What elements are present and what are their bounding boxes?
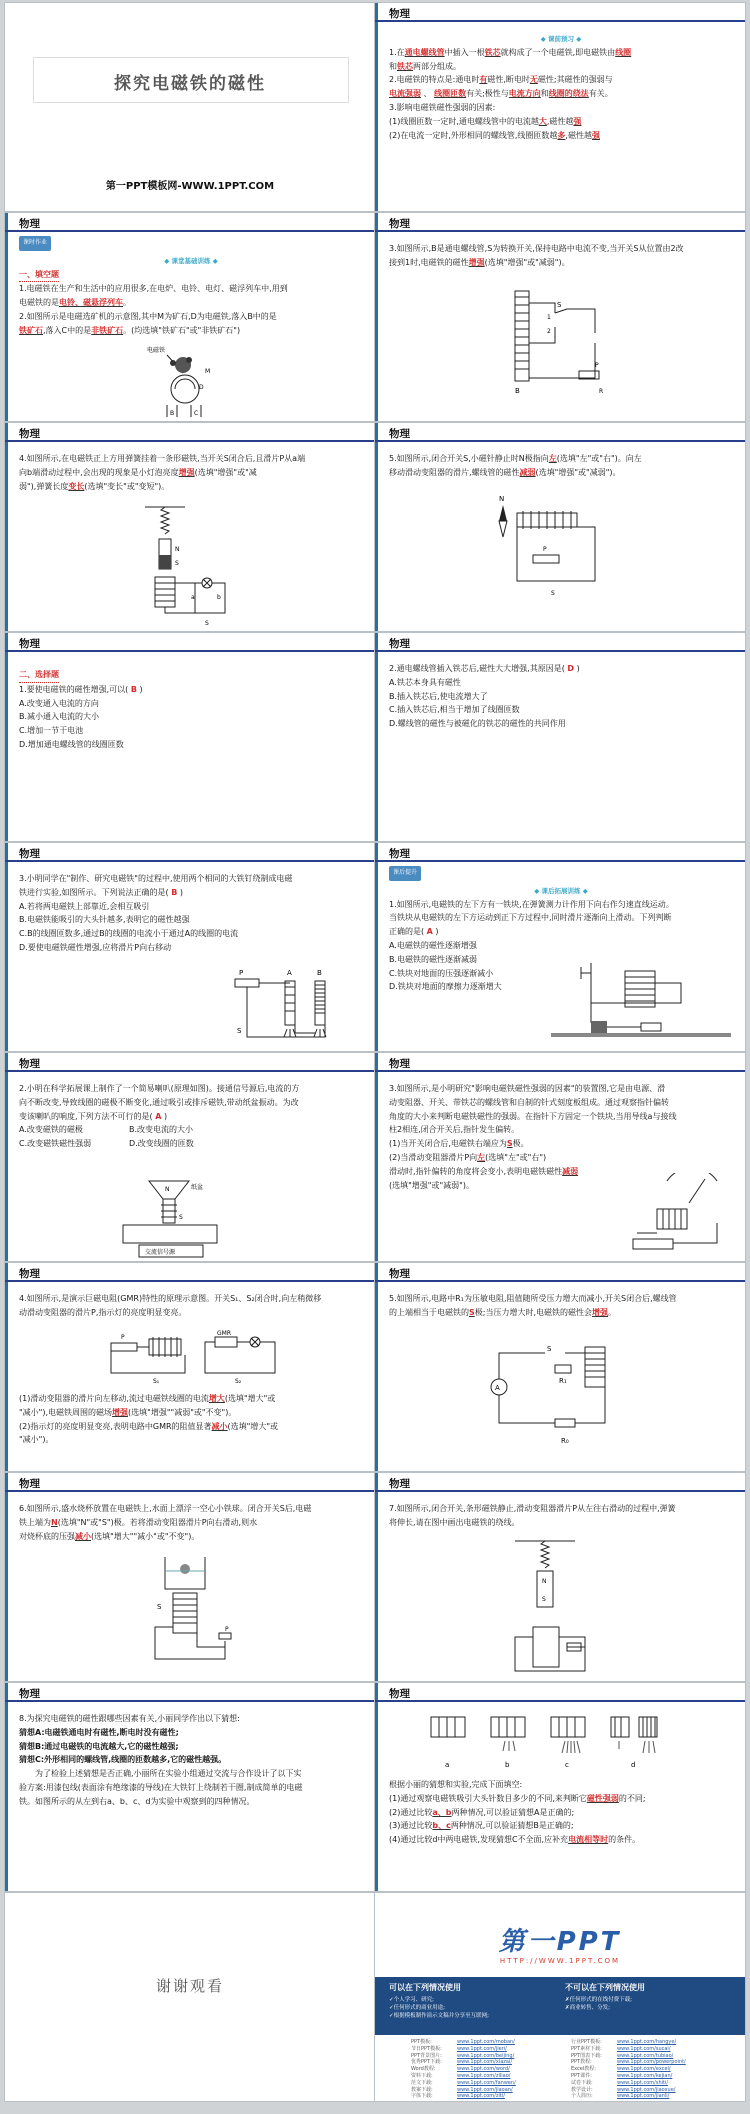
text-line: "减小")。: [19, 1435, 54, 1445]
text-line: 的上端相当于电磁铁的S极;当压力增大时,电磁铁的磁性会增强。: [389, 1307, 617, 1317]
question-line: 正确的是( A ): [389, 927, 439, 937]
option: A.改变通入电流的方向: [19, 698, 99, 708]
text-line: (1)当开关闭合后,电磁铁右端应为S极。: [389, 1139, 529, 1149]
option: D.要使电磁铁磁性增强,应将滑片P向右移动: [19, 942, 172, 952]
slide-17: [4, 1682, 376, 1892]
svg-text:a: a: [445, 1761, 450, 1769]
link-row: 教案下载: www.1ppt.com/jiaoan/: [411, 2086, 513, 2093]
svg-text:S₁: S₁: [153, 1378, 160, 1385]
beaker-figure: [145, 1553, 235, 1673]
option: B.减小通入电流的大小: [19, 712, 100, 722]
text-line: 2.如图所示是电磁选矿机的示意图,其中M为矿石,D为电磁铁,落入B中的是: [19, 311, 277, 321]
solenoid-circuit-figure: [495, 283, 615, 401]
slide-19: [4, 1892, 376, 2102]
url-link[interactable]: www.1ppt.com/ziti/: [457, 2093, 505, 2100]
text-line: 根据小丽的猜想和实验,完成下面填空:: [389, 1780, 523, 1789]
svg-text:C: C: [194, 410, 199, 417]
slide-15: [4, 1472, 376, 1682]
slide-header: 物理: [19, 1688, 40, 1700]
svg-text:b: b: [505, 1761, 510, 1769]
text-line: 电磁铁的是电铃、磁悬浮列车。: [19, 298, 131, 308]
link-row: 行业PPT模板: www.1ppt.com/hangye/: [571, 2039, 677, 2045]
usage-panel: [375, 1977, 745, 2035]
page-title: 探究电磁铁的磁性: [114, 74, 266, 94]
svg-text:S: S: [157, 1603, 162, 1611]
hypothesis: 猜想B:通过电磁铁的电流越大,它的磁性越强;: [19, 1741, 179, 1751]
text-line: (2)指示灯的亮度明显变亮,表明电路中GMR的阻值显著减小(选填"增大"或: [19, 1421, 279, 1431]
text-line: 1.电磁铁在生产和生活中的应用很多,在电炉、电铃、电灯、磁浮列车中,用到: [19, 284, 288, 294]
text-line: 1.在通电螺线管中插入一根铁芯就构成了一个电磁铁,即电磁铁由线圈: [389, 47, 632, 57]
sliding-block-figure: [551, 953, 731, 1045]
links-left: [411, 2039, 561, 2100]
slide-header: 物理: [389, 1268, 410, 1280]
text-line: 2.小明在科学拓展课上制作了一个简易喇叭(原理如图)。接通信号源后,电流的方: [19, 1084, 300, 1093]
url-link[interactable]: www.1ppt.com/ziliao/: [457, 2072, 511, 2079]
link-row: Word教程: www.1ppt.com/word/: [411, 2066, 510, 2073]
text-line: (1)线圈匝数一定时,通电螺线管中的电流越大,磁性越强: [389, 116, 582, 126]
question-line: 1.要使电磁铁的磁性增强,可以( B ): [19, 684, 143, 694]
text-line: (1)滑动变阻器的滑片向左移动,流过电磁铁线圈的电流增大(选填"增大"或: [19, 1394, 276, 1403]
option: D.增加通电螺线管的线圈匝数: [19, 739, 124, 749]
text-line: 弱"),弹簧长度变长(选填"变长"或"变短")。: [19, 481, 170, 491]
svg-text:S: S: [547, 1345, 552, 1353]
option: B.插入铁芯后,使电流增大了: [389, 691, 488, 701]
option: C.插入铁芯后,相当于增加了线圈匝数: [389, 705, 520, 715]
logo: 第一PPT: [498, 1927, 622, 1957]
hypothesis: 猜想C:外形相同的螺线管,线圈的匝数越多,它的磁性越强。: [19, 1755, 227, 1765]
text-line: 5.如图所示,闭合开关S,小磁针静止时N极指向左(选填"左"或"右")。向左: [389, 454, 642, 463]
hypothesis: 猜想A:电磁铁通电时有磁性,断电时没有磁性;: [19, 1727, 179, 1737]
thanks-text: 谢谢观看: [155, 1977, 224, 1995]
link-row: PPT模板: www.1ppt.com/moban/: [411, 2039, 515, 2045]
question-line: 变该喇叭的响度,下列方法不可行的是( A ): [19, 1111, 168, 1121]
section-heading: 二、选择题: [19, 669, 59, 683]
text-line: 为了检验上述猜想是否正确,小丽所在实验小组通过交流与合作设计了以下实: [35, 1769, 302, 1779]
slide-9: [4, 842, 376, 1052]
text-line: 铁上端为N(选填"N"或"S")极。若将滑动变阻器滑片P向右滑动,则水: [19, 1517, 258, 1527]
text-line: 8.为探究电磁铁的磁性跟哪些因素有关,小丽同学作出以下猜想:: [19, 1714, 240, 1723]
allowed-item: ✓任何形式的商业用途;: [389, 2005, 445, 2011]
svg-text:b: b: [217, 594, 221, 601]
svg-text:电磁铁: 电磁铁: [147, 347, 166, 354]
svg-text:D: D: [199, 384, 204, 391]
text-line: 7.如图所示,闭合开关,条形磁铁静止,滑动变阻器滑片P从左往右滑动的过程中,弹簧: [389, 1504, 676, 1513]
url-link[interactable]: www.1ppt.com/tubiao/: [617, 2052, 674, 2059]
section-tag: 课后提升: [389, 866, 421, 881]
slide-header: 物理: [389, 638, 410, 650]
link-row: 试卷下载: www.1ppt.com/shiti/: [571, 2079, 669, 2086]
svg-text:S: S: [205, 620, 209, 627]
svg-text:纸盆: 纸盆: [191, 1184, 204, 1191]
option: C.铁块对地面的压强逐渐减小: [389, 968, 494, 978]
slide-header: 物理: [389, 1058, 410, 1070]
svg-text:P: P: [239, 969, 244, 977]
link-row: PPT图表下载: www.1ppt.com/tubiao/: [571, 2052, 674, 2059]
url-link[interactable]: www.1ppt.com/excel/: [617, 2066, 671, 2073]
svg-text:S: S: [237, 1027, 242, 1035]
slide-header: 物理: [19, 638, 40, 650]
link-row: PPT素材下载: www.1ppt.com/sucai/: [571, 2045, 671, 2052]
url-link[interactable]: www.1ppt.com/shiti/: [617, 2079, 669, 2086]
text-line: (1)通过观察电磁铁吸引大头针数目多少的不同,来判断它磁性强弱的不同;: [389, 1793, 646, 1803]
svg-text:P: P: [595, 362, 599, 369]
text-line: 3.如图所示,是小明研究"影响电磁铁磁性强弱的因素"的装置图,它是由电源、滑: [389, 1084, 666, 1093]
question-line: 2.通电螺线管插入铁芯后,磁性大大增强,其原因是( D ): [389, 664, 580, 673]
disallowed-item: ✗商业转售、分发;: [565, 2005, 610, 2011]
text-line: 4.如图所示,是演示巨磁电阻(GMR)特性的原理示意图。开关S₁、S₂闭合时,向左稍微移: [19, 1294, 322, 1303]
compass-solenoid-figure: [495, 491, 615, 603]
text-line: 1.如图所示,电磁铁的左下方有一铁块,在弹簧测力计作用下向右作匀速直线运动。: [389, 899, 674, 909]
slide-18: [374, 1682, 746, 1892]
section-tag: 课时作业: [19, 236, 51, 251]
text-line: 移动滑动变阻器的滑片,螺线管的磁性减弱(选填"增强"或"减弱")。: [389, 467, 621, 477]
svg-text:a: a: [191, 594, 195, 601]
slide-14: [374, 1262, 746, 1472]
link-row: Excel教程: www.1ppt.com/excel/: [571, 2066, 671, 2073]
url-link[interactable]: www.1ppt.com/word/: [457, 2066, 510, 2073]
option: C.B的线圈匝数多,通过B的线圈的电流小于通过A的线圈的电流: [19, 929, 239, 939]
disallowed-heading: 不可以在下列情况使用: [565, 1983, 645, 1992]
question-line: 铁进行实验,如图所示。下列说法正确的是( B ): [19, 887, 183, 897]
svg-text:1: 1: [547, 314, 551, 321]
text-line: 5.如图所示,电路中R₁为压敏电阻,阻值随所受压力增大而减小,开关S闭合后,螺线管: [389, 1294, 677, 1303]
option: A.铁芯本身具有磁性: [389, 677, 461, 687]
option: C.增加一节干电池: [19, 726, 84, 736]
link-row: PPT课件: www.1ppt.com/kejian/: [571, 2072, 673, 2079]
logo-url: HTTP://WWW.1PPT.COM: [499, 1957, 621, 1965]
svg-text:P: P: [543, 546, 547, 553]
text-line: 和铁芯两部分组成。: [389, 61, 461, 71]
svg-text:P: P: [121, 1334, 125, 1341]
links-right: [571, 2039, 731, 2100]
text-line: 滑动时,指针偏转的角度将会变小,表明电磁铁磁性减弱: [389, 1166, 579, 1176]
svg-text:B: B: [515, 387, 520, 395]
url-link[interactable]: www.1ppt.com/hangye/: [617, 2039, 677, 2045]
section-badge: ◆ 课前预习 ◆: [540, 35, 582, 43]
spring-magnet-figure: [135, 503, 245, 629]
text-line: 验方案:用漆包线(表面涂有绝缘漆的导线)在大铁钉上绕制若干圈,制成简单的电磁: [19, 1782, 303, 1792]
slide-4: [374, 212, 746, 422]
svg-text:R: R: [599, 388, 604, 395]
svg-text:c: c: [565, 1761, 569, 1769]
slide-header: 物理: [19, 1478, 40, 1490]
section-badge: ◆ 课堂基础训练 ◆: [164, 256, 218, 265]
slide-20: [374, 1892, 746, 2102]
url-link[interactable]: www.1ppt.com/jieri/: [457, 2045, 507, 2052]
four-cases-figure: [425, 1707, 685, 1773]
allowed-item: ✓根据模板制作演示文稿并分享至互联网;: [389, 2013, 489, 2019]
slide-header: 物理: [19, 1268, 40, 1280]
url-link[interactable]: www.1ppt.com/beijing/: [457, 2052, 515, 2059]
text-line: (2)在电流一定时,外形相同的螺线管,线圈匝数越多,磁性越强: [389, 130, 600, 140]
link-row: 资料下载: www.1ppt.com/ziliao/: [411, 2072, 511, 2079]
text-line: 将伸长,请在图中画出电磁铁的绕线。: [389, 1517, 520, 1527]
slide-7: [4, 632, 376, 842]
option: B.电磁铁能吸引的大头针越多,表明它的磁性越强: [19, 915, 190, 925]
svg-text:S: S: [557, 301, 562, 309]
svg-text:交流信号源: 交流信号源: [145, 1249, 176, 1256]
svg-text:S: S: [542, 1596, 546, 1603]
text-line: 对烧杯底的压强减小(选填"增大""减小"或"不变")。: [19, 1531, 200, 1541]
link-row: 节日PPT模板: www.1ppt.com/jieri/: [411, 2045, 507, 2052]
option: B.电磁铁的磁性逐渐减弱: [389, 954, 478, 964]
text-line: 角度的大小来判断电磁铁磁性的强弱。在指针下方固定一个铁块,当用导线a与接线: [389, 1111, 677, 1121]
svg-text:S: S: [551, 590, 555, 597]
disallowed-item: ✗任何形式的在线付费下载;: [565, 1997, 632, 2003]
subtitle: 第一PPT模板网-WWW.1PPT.COM: [105, 181, 275, 192]
text-line: 6.如图所示,盛水烧杯放置在电磁铁上,水面上漂浮一空心小铁球。闭合开关S后,电磁: [19, 1504, 312, 1513]
link-row: 范文下载: www.1ppt.com/fanwen/: [411, 2079, 516, 2086]
svg-text:R₁: R₁: [559, 1377, 567, 1385]
slide-6: [374, 422, 746, 632]
text-line: (4)通过比较d中两电磁铁,发现猜想C不全面,应补充电流相等时的条件。: [389, 1835, 641, 1845]
svg-text:A: A: [287, 969, 292, 977]
slide-13: [4, 1262, 376, 1472]
slide-5: [4, 422, 376, 632]
slide-header: 物理: [19, 428, 40, 440]
url-link[interactable]: www.1ppt.com/moban/: [457, 2039, 515, 2045]
slide-header: 物理: [19, 848, 40, 860]
svg-text:B: B: [170, 410, 175, 417]
option: A.电磁铁的磁性逐渐增强: [389, 940, 477, 950]
section-badge: ◆ 课后拓展训练 ◆: [534, 886, 588, 895]
svg-text:N: N: [499, 495, 505, 503]
speaker-figure: [109, 1177, 259, 1259]
slide-3: [4, 212, 376, 422]
slide-header: 物理: [389, 1478, 410, 1490]
option: D.铁块对地面的摩擦力逐渐增大: [389, 982, 502, 992]
allowed-item: ✓个人学习、研究;: [389, 1997, 434, 2003]
slide-12: [374, 1052, 746, 1262]
slide-header: 物理: [389, 1688, 410, 1700]
svg-text:N: N: [542, 1578, 547, 1585]
slide-header: 物理: [389, 848, 410, 860]
link-row: PPT背景图片: www.1ppt.com/beijing/: [411, 2052, 515, 2059]
link-row: 教学设计: www.1ppt.com/jiaoxue/: [571, 2086, 676, 2093]
slide-11: [4, 1052, 376, 1262]
text-line: 动变阻器、开关、带铁芯的螺线管和自制的针式刻度板组成。通过观察指针偏转: [389, 1097, 669, 1107]
text-line: 铁矿石,落入C中的是非铁矿石。(均选填"铁矿石"或"非铁矿石"): [19, 325, 241, 335]
text-line: 3.影响电磁铁磁性强弱的因素:: [389, 102, 496, 112]
text-line: 向不断改变,导致线圈的磁极不断变化,通过吸引或排斥磁铁,带动纸盆振动。为改: [19, 1097, 299, 1107]
two-nails-figure: [227, 967, 337, 1047]
svg-text:S: S: [175, 560, 179, 567]
slide-header: 物理: [19, 1058, 40, 1070]
text-line: "减小"),电磁铁周围的磁场增强(选填"增强""减弱"或"不变")。: [19, 1407, 237, 1417]
text-line: 柱2相连,闭合开关后,指针发生偏转。: [389, 1125, 520, 1135]
svg-text:N: N: [175, 546, 180, 553]
text-line: 向b端滑动过程中,会出现的现象是小灯泡亮度增强(选填"增强"或"减: [19, 467, 257, 477]
url-link[interactable]: www.1ppt.com/fanwen/: [457, 2079, 516, 2086]
svg-text:A: A: [495, 1384, 500, 1392]
ore-separator-figure: [145, 343, 225, 419]
text-line: (3)通过比较b、c两种情况,可以验证猜想B是正确的;: [389, 1821, 574, 1831]
slide-header: 物理: [389, 218, 410, 230]
text-line: 电流强弱 、 线圈匝数有关;极性与电流方向和线圈的绕法有关。: [389, 89, 613, 99]
link-row: 优秀PPT下载: www.1ppt.com/xiazai/: [411, 2059, 513, 2066]
option-row: A.改变磁铁的磁极 B.改变电流的大小: [19, 1125, 194, 1135]
svg-text:B: B: [317, 969, 322, 977]
text-line: (选填"增强"或"减弱")。: [389, 1180, 474, 1190]
text-line: (2)通过比较a、b两种情况,可以验证猜想A是正确的;: [389, 1807, 575, 1817]
pressure-sensor-figure: [485, 1343, 635, 1453]
url-link[interactable]: www.1ppt.com/xiazai/: [457, 2059, 513, 2066]
svg-text:S₂: S₂: [235, 1378, 242, 1385]
slide-16: [374, 1472, 746, 1682]
text-line: 3.如图所示,B是通电螺线管,S为转换开关,保持电路中电流不变,当开关S从位置由2改: [389, 244, 684, 253]
svg-text:N: N: [165, 1186, 170, 1193]
link-row: 个人简历: www.1ppt.com/jianli/: [571, 2093, 670, 2100]
url-link[interactable]: www.1ppt.com/jianli/: [617, 2093, 670, 2100]
svg-text:d: d: [631, 1761, 636, 1769]
text-line: 动滑动变阻器的滑片P,指示灯的亮度明显变亮。: [19, 1307, 187, 1317]
svg-text:M: M: [205, 368, 211, 375]
text-line: (2)当滑动变阻器滑片P向左(选填"左"或"右"): [389, 1152, 547, 1162]
slide-header: 物理: [389, 8, 410, 20]
url-link[interactable]: www.1ppt.com/powerpoint/: [617, 2059, 686, 2066]
url-link[interactable]: www.1ppt.com/jiaoxue/: [617, 2086, 676, 2093]
gmr-circuit-figure: [105, 1327, 285, 1387]
option: D.螺线管的磁性与被磁化的铁芯的磁性的共同作用: [389, 719, 566, 729]
svg-text:R₀: R₀: [561, 1437, 569, 1445]
svg-text:2: 2: [547, 328, 551, 335]
option: A.若将两电磁铁上部靠近,会相互吸引: [19, 901, 150, 911]
url-link[interactable]: www.1ppt.com/kejian/: [617, 2072, 673, 2079]
slide-header: 物理: [19, 218, 40, 230]
slide-10: [374, 842, 746, 1052]
spring-electromagnet-figure: [505, 1537, 605, 1677]
slide-2: [374, 2, 746, 212]
slide-1: [4, 2, 376, 212]
text-line: 4.如图所示,在电磁铁正上方用弹簧挂着一条形磁铁,当开关S闭合后,且滑片P从a端: [19, 454, 306, 463]
link-row: PPT教程: www.1ppt.com/powerpoint/: [571, 2059, 686, 2066]
slide-8: [374, 632, 746, 842]
slide-header: 物理: [389, 428, 410, 440]
svg-text:S: S: [179, 1214, 183, 1221]
url-link[interactable]: www.1ppt.com/sucai/: [617, 2045, 671, 2052]
text-line: 接到1时,电磁铁的磁性增强(选填"增强"或"减弱")。: [389, 257, 570, 267]
text-line: 当铁块从电磁铁的左下方运动到正下方过程中,同时滑片逐渐向上滑动。下列判断: [389, 913, 672, 923]
text-line: 铁。如图所示的从左到右a、b、c、d为实验中观察到的四种情况。: [19, 1796, 255, 1806]
svg-text:P: P: [225, 1626, 229, 1633]
text-line: 2.电磁铁的特点是:通电时有磁性,断电时无磁性;其磁性的强弱与: [389, 75, 613, 85]
text-line: 3.小明同学在"制作、研究电磁铁"的过程中,使用两个相同的大铁钉绕制成电磁: [19, 874, 293, 883]
url-link[interactable]: www.1ppt.com/jiaoan/: [457, 2086, 513, 2093]
option-row: C.改变磁铁磁性强弱 D.改变线圈的匝数: [19, 1139, 194, 1149]
svg-text:GMR: GMR: [217, 1330, 231, 1337]
link-row: 字体下载: www.1ppt.com/ziti/: [411, 2093, 505, 2100]
pointer-apparatus-figure: [627, 1173, 727, 1257]
section-heading: 一、填空题: [19, 269, 59, 283]
allowed-heading: 可以在下列情况使用: [389, 1983, 461, 1992]
